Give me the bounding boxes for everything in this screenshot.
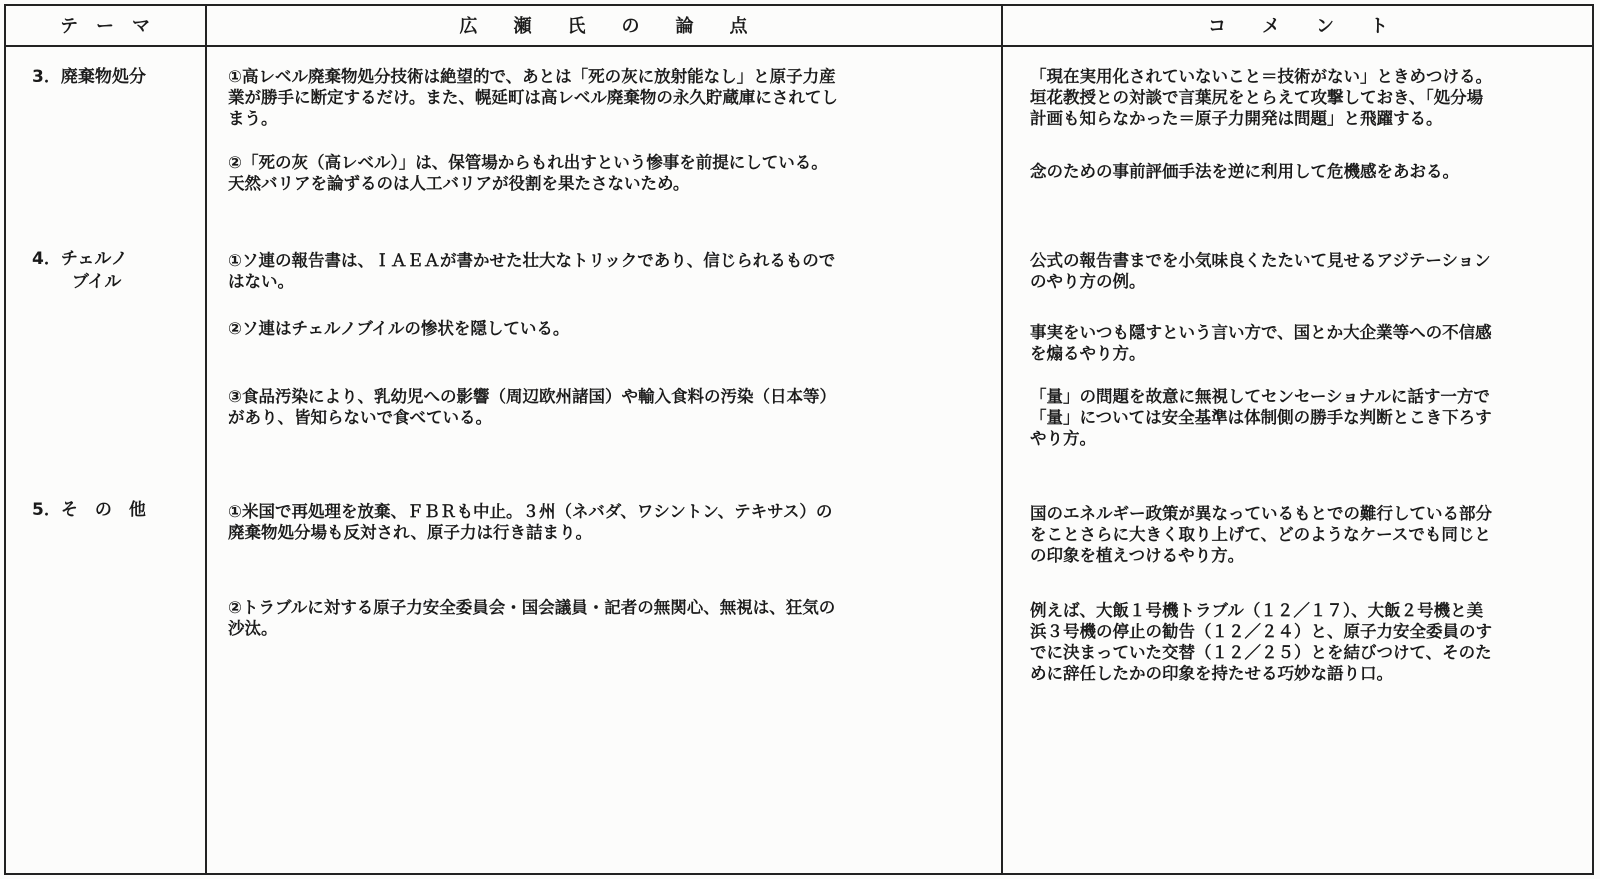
comment-4-3: 「量」の問題を故意に無視してセンセーショナルに話す一方で 「量」については安全基準は体制側の勝手な判断とこき下ろす やり方。 bbox=[1030, 387, 1492, 448]
point-3-1: ①高レベル廃棄物処分技術は絶望的で、あとは「死の灰に放射能なし」と原子力産 業が勝手に断定するだけ。また、幌延町は高レベル廃棄物の永久貯蔵庫にされてし まう。 bbox=[228, 67, 838, 128]
header-theme: テ ー マ bbox=[60, 16, 150, 37]
header-points: 広 瀬 氏 の 論 点 bbox=[459, 16, 748, 37]
point-4-1: ①ソ連の報告書は、ＩＡＥＡが書かせた壮大なトリックであり、信じられるもので はない。 bbox=[228, 251, 836, 291]
comment-3-2: 念のための事前評価手法を逆に利用して危機感をあおる。 bbox=[1030, 162, 1459, 181]
theme-other: 5．そ の 他 bbox=[32, 500, 146, 520]
header-divider bbox=[4, 45, 1594, 47]
column-divider-theme bbox=[205, 4, 207, 875]
theme-waste-disposal: 3．廃棄物処分 bbox=[32, 67, 146, 87]
header-comment: コ メ ン ト bbox=[1208, 16, 1388, 37]
comment-5-2: 例えば、大飯１号機トラブル（１２／１７）、大飯２号機と美 浜３号機の停止の勧告（１２／２４）と、原子力安全委員のす でに決まっていた交替（１２／２５）とを結びつけて、そのた めに辞任したかの印象を持たせる巧妙な語り口。 bbox=[1030, 601, 1492, 683]
point-5-2: ②トラブルに対する原子力安全委員会・国会議員・記者の無関心、無視は、狂気の 沙汰。 bbox=[228, 598, 836, 638]
comment-4-2: 事実をいつも隠すという言い方で、国とか大企業等への不信感 を煽るやり方。 bbox=[1030, 323, 1492, 363]
column-divider-points bbox=[1001, 4, 1003, 875]
comment-4-1: 公式の報告書までを小気味良くたたいて見せるアジテーション のやり方の例。 bbox=[1030, 251, 1491, 291]
comment-5-1: 国のエネルギー政策が異なっているもとでの難行している部分 をことさらに大きく取り上げて、どのようなケースでも同じと の印象を植えつけるやり方。 bbox=[1030, 504, 1492, 565]
point-3-2: ②「死の灰（高レベル）」は、保管場からもれ出すという惨事を前提にしている。 天然バリアを論ずるのは人工バリアが役割を果たさないため。 bbox=[228, 153, 828, 193]
comment-3-1: 「現在実用化されていないこと＝技術がない」ときめつける。 垣花教授との対談で言葉尻をとらえて攻撃しておき、「処分場 計画も知らなかった＝原子力開発は問題」と飛躍する。 bbox=[1030, 67, 1492, 128]
theme-chernobyl: 4．チェルノ ブイル bbox=[32, 249, 128, 292]
point-4-3: ③食品汚染により、乳幼児への影響（周辺欧州諸国）や輸入食料の汚染（日本等） があり、皆知らないで食べている。 bbox=[228, 387, 836, 427]
point-5-1: ①米国で再処理を放棄、ＦＢＲも中止。３州（ネバダ、ワシントン、テキサス）の 廃棄物処分場も反対され、原子力は行き詰まり。 bbox=[228, 502, 833, 542]
point-4-2: ②ソ連はチェルノブイルの惨状を隠している。 bbox=[228, 319, 570, 338]
